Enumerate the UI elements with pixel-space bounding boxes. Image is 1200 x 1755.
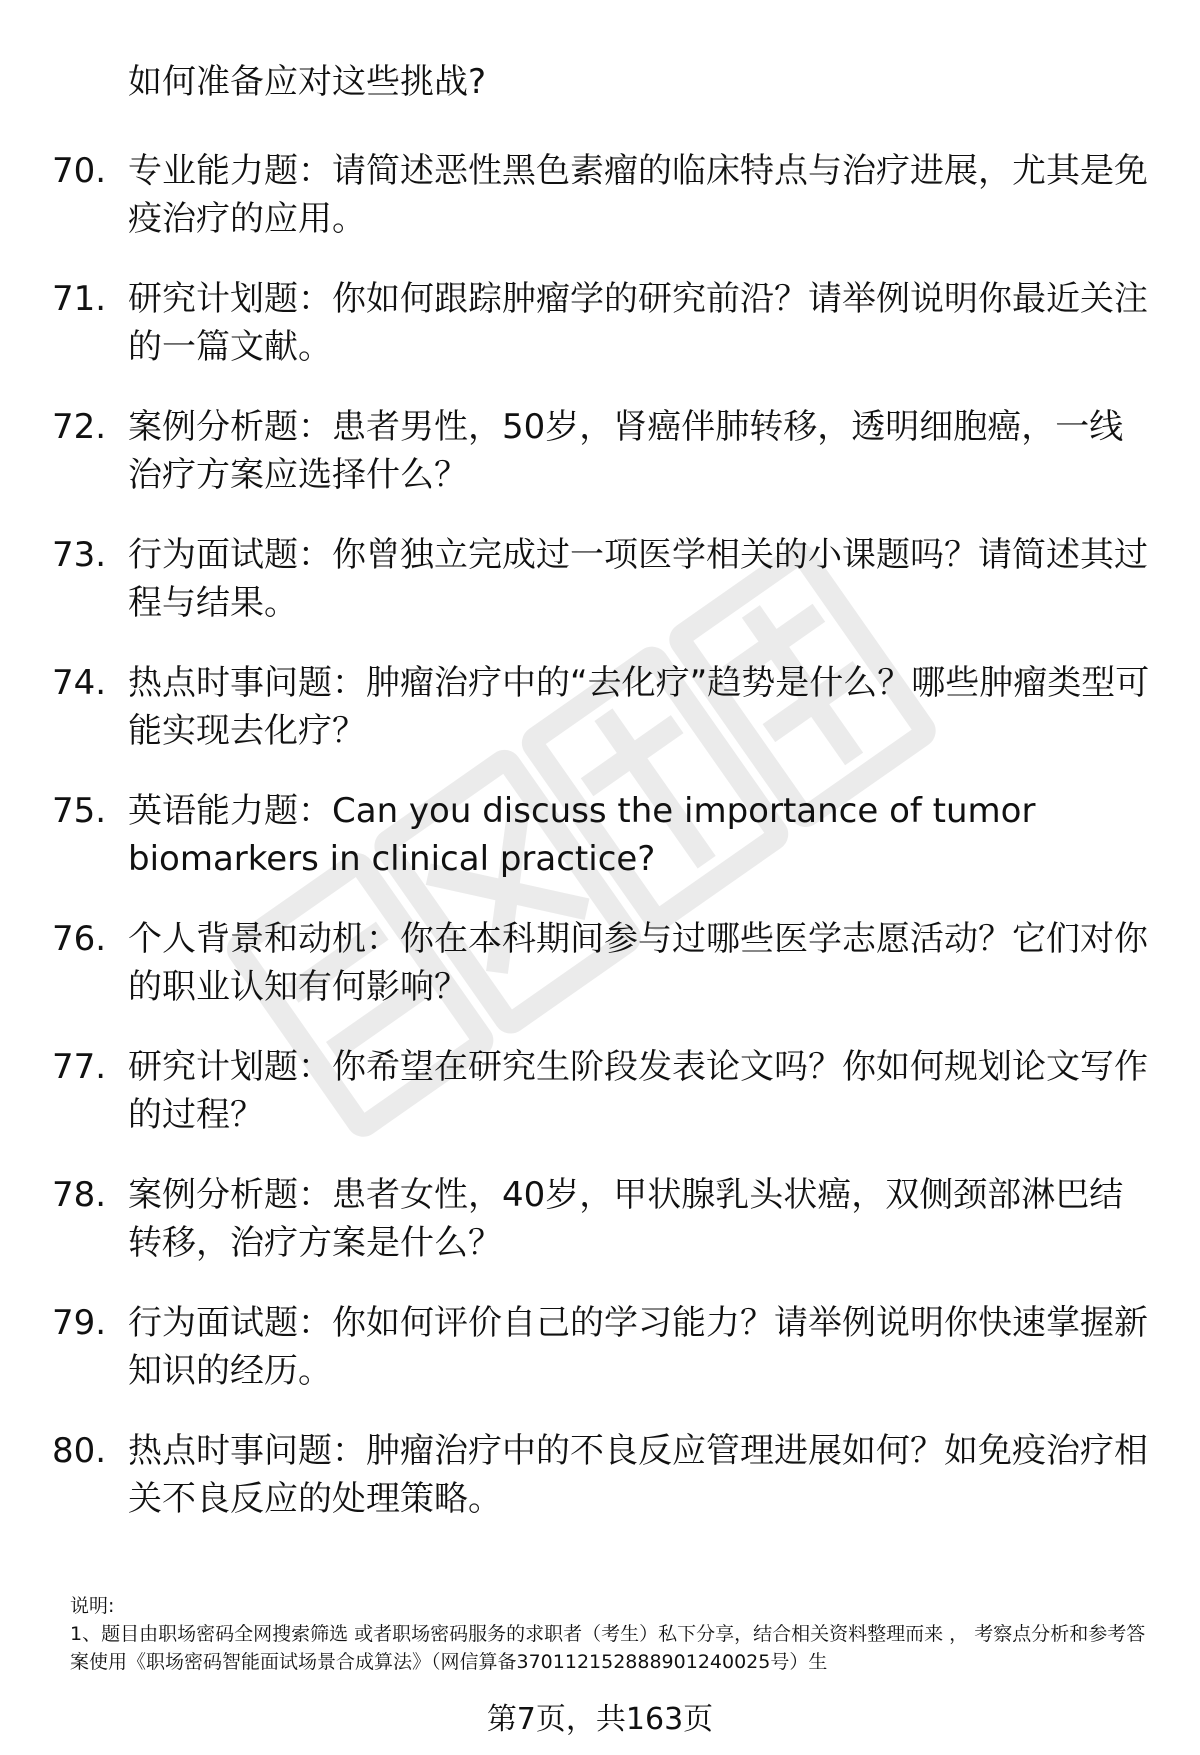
question-text: 热点时事问题：肿瘤治疗中的“去化疗”趋势是什么？哪些肿瘤类型可能实现去化疗？ — [128, 663, 1150, 751]
question-text: 行为面试题：你曾独立完成过一项医学相关的小课题吗？请简述其过程与结果。 — [128, 535, 1148, 623]
page-number: 第7页，共163页 — [486, 1702, 714, 1737]
question-number: 73. — [52, 535, 107, 575]
question-item — [52, 659, 1157, 755]
question-item — [52, 1299, 1157, 1395]
question-number: 71. — [52, 279, 107, 319]
question-item — [52, 531, 1157, 627]
question-item — [52, 915, 1157, 1011]
question-item — [52, 1171, 1157, 1267]
question-text: 研究计划题：你如何跟踪肿瘤学的研究前沿？请举例说明你最近关注的一篇文献。 — [128, 279, 1148, 367]
question-text: 热点时事问题：肿瘤治疗中的不良反应管理进展如何？如免疫治疗相关不良反应的处理策略。 — [128, 1431, 1148, 1519]
question-number: 79. — [52, 1303, 107, 1343]
notes-section — [70, 1592, 1160, 1676]
question-number: 70. — [52, 151, 107, 191]
question-item — [52, 147, 1157, 243]
question-text: 行为面试题：你如何评价自己的学习能力？请举例说明你快速掌握新知识的经历。 — [128, 1303, 1148, 1391]
previous-question-continuation: 如何准备应对这些挑战? — [128, 62, 487, 102]
question-number: 78. — [52, 1175, 107, 1215]
question-number: 77. — [52, 1047, 107, 1087]
question-text: 英语能力题：Can you discuss the importance of tumor biomarkers in clinical practice? — [128, 791, 1036, 879]
question-number: 74. — [52, 663, 107, 703]
question-text: 研究计划题：你希望在研究生阶段发表论文吗？你如何规划论文写作的过程？ — [128, 1047, 1148, 1135]
question-item — [52, 403, 1157, 499]
question-text: 案例分析题：患者女性，40岁，甲状腺乳头状癌，双侧颈部淋巴结转移，治疗方案是什么？ — [128, 1175, 1124, 1263]
notes-line: 1、题目由职场密码全网搜索筛选 或者职场密码服务的求职者（考生）私下分享，结合相关资料整理而来 ， 考察点分析和参考答案使用《职场密码智能面试场景合成算法》（网信算备370112152888901240025号）生 — [70, 1623, 1146, 1673]
question-number: 72. — [52, 407, 107, 447]
question-item — [52, 1043, 1157, 1139]
question-item — [52, 787, 1157, 883]
notes-heading: 说明: — [70, 1595, 115, 1617]
question-item — [52, 1427, 1157, 1523]
question-item — [52, 275, 1157, 371]
question-text: 案例分析题：患者男性，50岁，肾癌伴肺转移，透明细胞癌，一线治疗方案应选择什么？ — [128, 407, 1124, 495]
question-number: 80. — [52, 1431, 107, 1471]
question-text: 个人背景和动机：你在本科期间参与过哪些医学志愿活动？它们对你的职业认知有何影响？ — [128, 919, 1148, 1007]
question-text: 专业能力题：请简述恶性黑色素瘤的临床特点与治疗进展，尤其是免疫治疗的应用。 — [128, 151, 1148, 239]
question-list — [52, 147, 1157, 1555]
question-number: 75. — [52, 791, 107, 831]
question-number: 76. — [52, 919, 107, 959]
